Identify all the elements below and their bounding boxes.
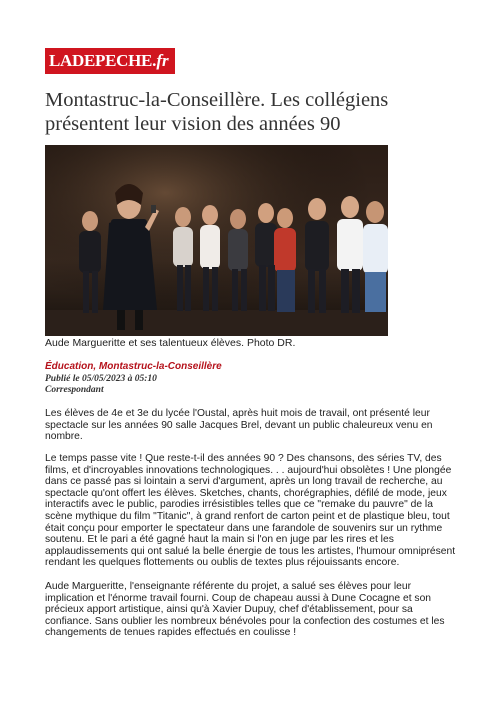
logo-dot: . bbox=[152, 51, 157, 70]
publish-date: Publié le 05/05/2023 à 05:10 bbox=[45, 374, 157, 384]
paragraph-body: Le temps passe vite ! Que reste-t-il des années 90 ? Des chansons, des séries TV, des films, et d'incroyables innovations technologiques. . . aujourd'hui obsolètes ! Une plongée dans ce passé pas si lointain a servi d'argument, après un long travail de recherche, au spectacle qu'ont offert les élèves. Sketches, chants, chorégraphies, défilé de mode, jeux interactifs avec le public, parodies irrésistibles telles que ce "remake du pauvre" de la scène mythique du film "Titanic", à grand renfort de carton peint et de plastique bleu, tout était conçu pour emporter le spectateur dans une farandole de souvenirs sur un rythme soutenu. Et le pari a été gagné haut la main si l'on en juge par les rires et les applaudissements qui ont salué la belle énergie de tous les artistes, l'humour omniprésent rendant les quelques flottements ou oublis de textes plus réjouissants encore. bbox=[45, 453, 456, 569]
paragraph-intro: Les élèves de 4e et 3e du lycée l'Oustal, après huit mois de travail, ont présenté leur spectacle sur les années 90 salle Jacques Brel, devant un public chaleureux venu en nombre. bbox=[45, 408, 433, 443]
logo-text: LADEPECHE bbox=[49, 51, 153, 70]
article-rubric[interactable]: Éducation, Montastruc-la-Conseillère bbox=[45, 361, 222, 372]
logo-suffix: fr bbox=[156, 51, 169, 70]
photo-caption: Aude Margueritte et ses talentueux élèves. Photo DR. bbox=[45, 337, 296, 349]
ladepeche-logo[interactable] bbox=[45, 48, 175, 74]
paragraph-closing: Aude Margueritte, l'enseignante référente du projet, a salué ses élèves pour leur implication et l'énorme travail fourni. Coup de chapeau aussi à Dune Cocagne et son précieux apport artistique, ainsi qu'à Xavier Dupuy, chef d'établissement, pour sa confiance. Sans oublier les nombreux bénévoles pour la confection des costumes et les changements de tenues rapides effectués en coulisse ! bbox=[45, 581, 445, 639]
article-title: Montastruc-la-Conseillère. Les collégiens présentent leur vision des années 90 bbox=[45, 89, 389, 135]
article-author: Correspondant bbox=[45, 385, 104, 395]
article-photo bbox=[45, 145, 388, 336]
